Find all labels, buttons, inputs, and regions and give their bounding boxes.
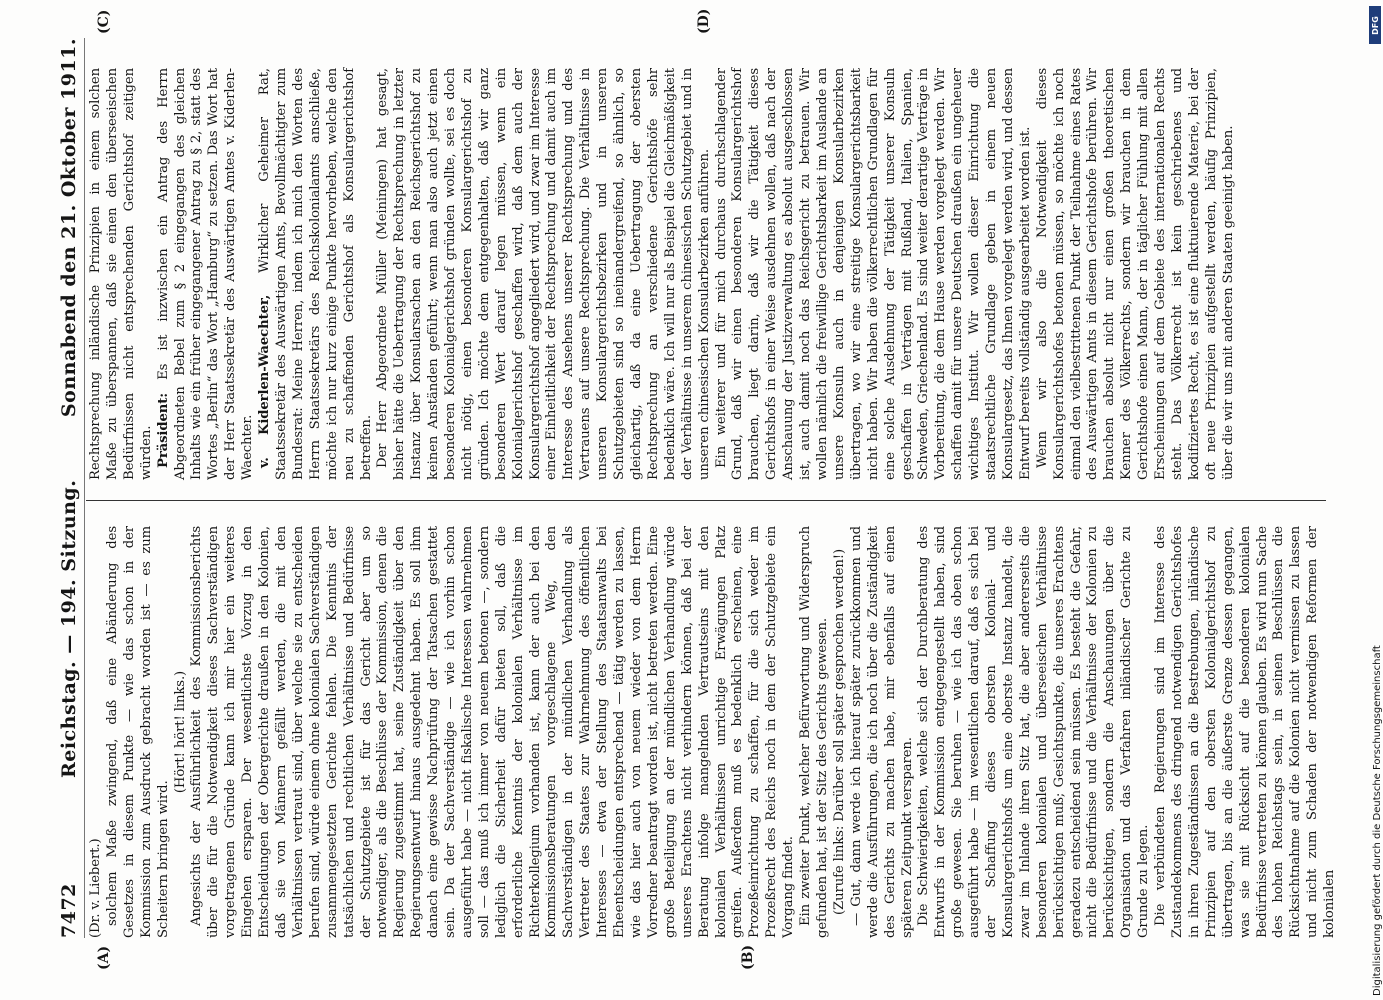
paragraph — [257, 68, 375, 480]
right-text-column — [88, 68, 1320, 480]
paragraph — [714, 68, 1035, 480]
header-rule — [84, 38, 85, 938]
column-divider — [86, 500, 1326, 501]
paragraph — [798, 526, 832, 938]
paragraph — [156, 68, 257, 480]
paragraph — [832, 526, 849, 938]
session-date: Sonnabend den 21. Oktober 1911. — [58, 38, 80, 418]
paragraph — [88, 68, 156, 480]
paragraph-text: (Dr. v. Liebert.) — [88, 838, 103, 938]
paragraph — [1035, 68, 1238, 480]
paragraph — [189, 526, 798, 938]
paragraph — [849, 526, 917, 938]
digitization-credit: Digitalisierung gefördert durch die Deutsche Forschungsgemeinschaft — [1372, 645, 1383, 996]
paragraph-text: (Zurufe links: Darüber soll später gesprochen werden!) — [831, 548, 847, 916]
session-title: Reichstag. — 194. Sitzung. — [58, 479, 80, 778]
left-text-column — [88, 526, 1338, 938]
paragraph — [88, 526, 105, 938]
page-number: 7472 — [58, 883, 80, 938]
paragraph-text: Die verbündeten Regierungen sind im Interesse des Zustandekommens des dringend notwendigen Gerichtshofes in ihren Zugeständnissen an die Bestrebungen, inländische Prinzipien auf den obersten Kolonialgerichtshof zu übertragen, bis an die äußerste Grenze dessen gegangen, was sie mit Rücksicht auf die besonderen kolonialen Bedürfnisse vertreten zu können glauben. Es wird nun Sache des hohen Reichstags sein, in seinen Beschlüssen die Rücksichtnahme auf die Kolonien nicht vermissen zu lassen und nicht zum Schaden der notwendigen Reformen der kolonialen — [1153, 526, 1338, 938]
margin-marker-d: (D) — [696, 8, 712, 34]
speaker-name: v. Kiderlen-Waechter, — [257, 294, 273, 468]
paragraph — [105, 526, 173, 938]
speaker-name: Präsident: — [155, 392, 171, 468]
paragraph — [173, 526, 190, 938]
dfg-logo: DFG — [1369, 6, 1381, 44]
margin-marker-a: (A) — [96, 945, 112, 970]
margin-marker-b: (B) — [740, 944, 756, 970]
paragraph — [1153, 526, 1339, 938]
paragraph-text: Die Schwierigkeiten, welche sich der Durchberatung des Entwurfs in der Kommission entgegengestellt haben, sind große gewesen. Sie beruhen — wie ich das oben schon ausgeführt habe — im wesentlichen darauf, daß es sich bei der Schaffung dieses obersten Kolonial- und Konsulargerichtshofs um eine oberste Instanz handelt, die zwar im Inlande ihren Sitz hat, die aber andererseits die besonderen kolonialen und überseeischen Verhältnisse berücksichtigen muß; Gesichtspunkte, die unseres Erachtens geradezu entscheidend sein müssen. Es besteht die Gefahr, nicht die Bedürfnisse und die Verhältnisse der Kolonien zu berücksichtigen, sondern die Anschauungen über die Organisation und das Verfahren inländischer Gerichte zu Grunde zu legen. — [916, 526, 1152, 938]
margin-marker-c: (C) — [96, 9, 112, 34]
paragraph-text: Ein weiterer und für mich durchaus durchschlagender Grund, daß wir einen besonderen Konsulargerichtshof brauchen, liegt darin, daß wir die Tätigkeit dieses Gerichtshofs in einer Weise ausdehnen wollen, daß nach der Anschauung der Justizverwaltung es absolut ausgeschlossen ist, auch damit noch das Reichsgericht zu betrauen. Wir wollen nämlich die freiwillige Gerichtsbarkeit im Auslande an unsere Konsuln auch in denjenigen Konsularbezirken übertragen, wo wir eine streitige Konsulargerichtsbarkeit nicht haben. Wir haben die völkerrechtlichen Grundlagen für eine solche Ausdehnung der Tätigkeit unserer Konsuln geschaffen in Verträgen mit Rußland, Italien, Spanien, Schweden, Griechenland. Es sind weiter derartige Verträge in Vorbereitung, die dem Hause werden vorgelegt werden. Wir schaffen damit für unsere Deutschen draußen ein ungeheuer wichtiges Institut. Wir wollen dieser Einrichtung die staatsrechtliche Grundlage geben in einem neuen Konsulargesetz, das Ihnen vorgelegt werden wird, und dessen Entwurf bereits vollständig ausgearbeitet worden ist. — [713, 68, 1033, 480]
paragraph-text: Ein zweiter Punkt, welcher Befürwortung und Widerspruch gefunden hat, ist der Sitz des Gerichts gewesen. — [798, 526, 830, 938]
paragraph-text: Rechtsprechung inländische Prinzipien in einem solchen Maße zu überspannen, daß sie einen den überseeischen Bedürfnissen nicht entsprechenden Gerichtshof zeitigen würden. — [88, 68, 154, 480]
paragraph-text: — Gut, dann werde ich hierauf später zurückkommen und werde die Ausführungen, die ich noch über die Zuständigkeit des Gerichts zu machen habe, mir ebenfalls auf einen späteren Zeitpunkt versparen. — [848, 526, 915, 938]
paragraph-text: Der Herr Abgeordnete Müller (Meiningen) hat gesagt, bisher hätte die Uebertragung der Rechtsprechung in letzter Instanz über Konsularsachen an den Reichsgerichtshof zu keinen Anständen geführt; wenn man also auch jetzt einen besonderen Kolonialgerichtshof gründen wollte, sei es doch nicht nötig, einen besonderen Konsulargerichtshof zu gründen. Ich möchte dem entgegenhalten, daß wir ganz besonderen Wert darauf legen müssen, wenn ein Kolonialgerichtshof geschaffen wird, daß dem auch der Konsulargerichtshof angegliedert wird, und zwar im Interesse einer Einheitlichkeit der Rechtsprechung und damit auch im Interesse des Ansehens unserer Rechtsprechung und des Vertrauens auf unsere Rechtsprechung. Die Verhältnisse in unseren Konsulargerichtsbezirken und in unseren Schutzgebieten sind so ineinandergreifend, so ähnlich, so gleichartig, daß da eine Uebertragung der obersten Rechtsprechung an verschiedene Gerichtshöfe sehr bedenklich wäre. Ich will nur als Beispiel die Gleichmäßigkeit der Verhältnisse in unserem chinesischen Schutzgebiet und in unseren chinesischen Konsularbezirken anführen. — [375, 68, 712, 480]
page-header — [58, 38, 84, 938]
paragraph-text: (Hört! hört! links.) — [172, 670, 188, 794]
paragraph — [375, 68, 713, 480]
paragraph-text: Wenn wir also die Notwendigkeit dieses Konsulargerichtshofes betonen müssen, so möchte ich noch einmal den vielbestrittenen Punkt der Teilnahme eines Rates des Auswärtigen Amts in diesem Gerichtshofe berühren. Wir brauchen absolut nicht nur einen großen theoretischen Kenner des Völkerrechts, sondern wir brauchen in dem Gerichtshofe einen Mann, der in täglicher Fühlung mit allen Erscheinungen auf dem Gebiete des internationalen Rechts steht. Das Völkerrecht ist kein geschriebenes und kodifiziertes Recht, es ist eine fluktuierende Materie, bei der oft neue Prinzipien aufgestellt werden, häufig Prinzipien, über die wir uns mit anderen Staaten geeinigt haben. — [1034, 68, 1236, 480]
paragraph-text: Es ist inzwischen ein Antrag des Herrn Abgeordneten Bebel zum § 2 eingegangen des gleichen Inhalts wie ein früher eingegangener Antrag zu § 2, statt des Wortes „Berlin“ das Wort „Hamburg“ zu setzen. Das Wort hat der Herr Staatssekretär des Auswärtigen Amtes v. Kiderlen-Waechter. — [155, 68, 256, 480]
paragraph-text: solchem Maße zwingend, daß eine Abänderung des Gesetzes in diesem Punkte — wie das schon in der Kommission zum Ausdruck gebracht worden ist — es zum Scheitern bringen wird. — [104, 526, 171, 938]
paragraph-text: Wirklicher Geheimer Rat, Staatssekretär des Auswärtigen Amts, Bevollmächtigter zum Bundesrat: Meine Herren, indem ich mich den Worten des Herrn Staatssekretärs des Reichskolonialamts anschließe, möchte ich nur kurz einige Punkte hervorheben, welche den neu zu schaffenden Gerichtshof als Konsulargerichtshof betreffen. — [257, 68, 374, 480]
paragraph-text: Angesichts der Ausführlichkeit des Kommissionsberichts über die für die Notwendigkeit dieses Sachverständigen vorgetragenen Gründe kann ich mir hier ein weiteres Eingehen ersparen. Der wesentlichste Vorzug in den Entscheidungen der Obergerichte draußen in den Kolonien, daß sie von Männern gefällt werden, die mit den Verhältnissen vertraut sind, über welche sie zu entscheiden berufen sind, würde einem ohne kolonialen Sachverständigen zusammengesetzten Gerichte fehlen. Die Kenntnis der tatsächlichen und rechtlichen Verhältnisse und Bedürfnisse der Schutzgebiete ist für das Gericht aber um so notwendiger, als die Beschlüsse der Kommission, denen die Regierung zugestimmt hat, seine Zuständigkeit über den Regierungsentwurf hinaus ausgedehnt haben. Es soll ihm danach eine gewisse Nachprüfung der Tatsachen gestattet sein. Da der Sachverständige — wie ich vorhin schon ausgeführt habe — nicht fiskalische Interessen wahrnehmen soll — das muß ich immer von neuem betonen —, sondern lediglich die Sicherheit dafür bieten soll, daß die erforderliche Kenntnis der kolonialen Verhältnisse im Richterkollegium vorhanden ist, kann der auch bei den Kommissionsberatungen vorgeschlagene Weg, den Sachverständigen in der mündlichen Verhandlung als Vertreter des Staates zur Wahrnehmung des öffentlichen Interesses — etwa der Stellung des Staatsanwalts bei Eheentscheidungen entsprechend — tätig werden zu lassen, wie das hier auch von neuem wieder von dem Herrn Vorredner beantragt worden ist, nicht betreten werden. Eine große Beteiligung an der mündlichen Verhandlung würde unseres Erachtens nicht verhindern können, daß bei der Beratung infolge mangelnden Vertrautseins mit den kolonialen Verhältnissen unrichtige Erwägungen Platz greifen. Außerdem muß es bedenklich erscheinen, eine Prozeßeinrichtung zu schaffen, für die sich weder im Prozeßrecht des Reichs noch in dem der Schutzgebiete ein Vorgang findet. — [189, 526, 797, 938]
paragraph — [916, 526, 1153, 938]
